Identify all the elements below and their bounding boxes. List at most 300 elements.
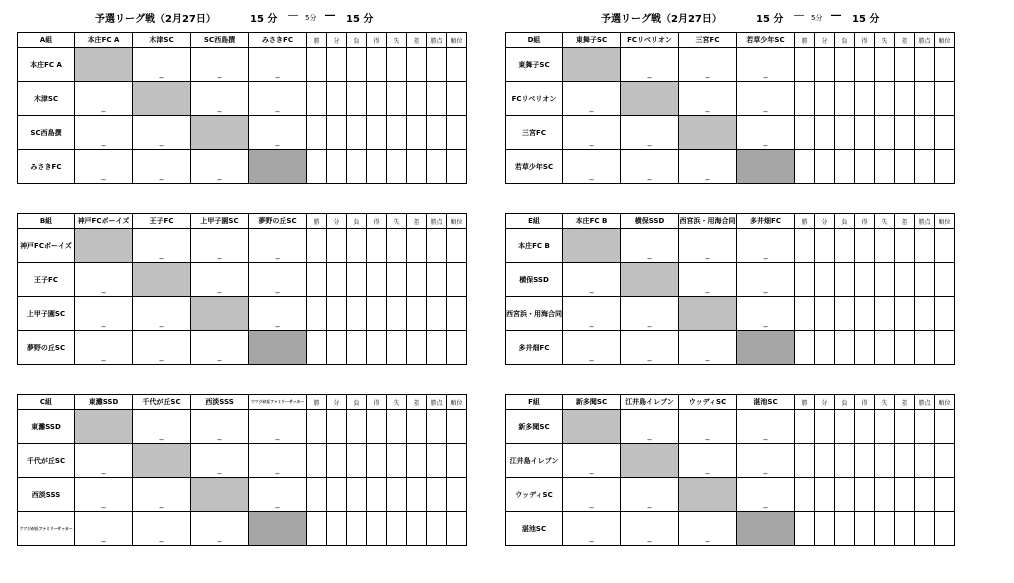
team-row-name: 湛池SC	[506, 512, 563, 546]
match-result-mark: _	[101, 352, 106, 361]
stat-column-header: 差	[895, 33, 915, 48]
stat-cell	[795, 331, 815, 365]
team-row	[506, 82, 955, 116]
match-result-mark: _	[589, 465, 594, 474]
stat-column-header: 得	[855, 33, 875, 48]
stat-cell	[307, 263, 327, 297]
match-cell	[133, 331, 191, 365]
team-column-header: 夢野の丘SC	[249, 214, 307, 229]
stat-cell	[367, 410, 387, 444]
stat-column-header: 得	[367, 395, 387, 410]
stat-cell	[307, 331, 327, 365]
match-cell	[133, 82, 191, 116]
stat-cell	[447, 512, 467, 546]
match-result-mark: _	[159, 318, 164, 327]
stat-cell	[795, 263, 815, 297]
match-result-mark: _	[159, 533, 164, 542]
stat-cell	[835, 297, 855, 331]
match-cell	[563, 297, 621, 331]
stat-cell	[387, 150, 407, 184]
stat-cell	[835, 410, 855, 444]
stat-cell	[875, 82, 895, 116]
header-first-half: 15 分	[250, 14, 278, 25]
stat-cell	[347, 478, 367, 512]
stat-cell	[935, 410, 955, 444]
match-cell	[621, 478, 679, 512]
table-header-row	[18, 33, 467, 48]
match-cell	[679, 150, 737, 184]
stat-cell	[407, 512, 427, 546]
stat-cell	[347, 48, 367, 82]
stat-cell	[855, 512, 875, 546]
team-row	[18, 297, 467, 331]
match-cell	[133, 297, 191, 331]
stat-cell	[835, 263, 855, 297]
match-result-mark: _	[159, 431, 164, 440]
stat-cell	[935, 263, 955, 297]
stat-column-header: 勝点	[427, 214, 447, 229]
team-column-header: 千代が丘SC	[133, 395, 191, 410]
stat-cell	[427, 116, 447, 150]
match-cell	[621, 116, 679, 150]
stat-cell	[875, 263, 895, 297]
stat-cell	[347, 116, 367, 150]
match-result-mark: _	[275, 103, 280, 112]
stat-cell	[327, 297, 347, 331]
match-cell	[737, 150, 795, 184]
stat-column-header: 負	[835, 33, 855, 48]
stat-column-header: 順位	[447, 214, 467, 229]
team-row	[506, 444, 955, 478]
team-column-header: 本庄FC B	[563, 214, 621, 229]
stat-cell	[915, 444, 935, 478]
stat-column-header: 失	[875, 214, 895, 229]
team-row	[18, 82, 467, 116]
match-result-mark: _	[275, 250, 280, 259]
stat-cell	[387, 512, 407, 546]
stat-cell	[407, 410, 427, 444]
stat-column-header: 得	[367, 214, 387, 229]
team-column-header: ウッディSC	[679, 395, 737, 410]
team-row	[18, 478, 467, 512]
team-row-name: みさきFC	[18, 150, 75, 184]
stat-cell	[327, 229, 347, 263]
stat-cell	[835, 512, 855, 546]
header-title: 予選リーグ戦（2月27日）	[95, 14, 216, 25]
stat-cell	[407, 444, 427, 478]
team-row	[18, 512, 467, 546]
stat-cell	[835, 229, 855, 263]
stat-column-header: 勝	[795, 33, 815, 48]
match-result-mark: _	[705, 465, 710, 474]
team-row-name: 若草少年SC	[506, 150, 563, 184]
stat-cell	[815, 229, 835, 263]
match-result-mark: _	[647, 250, 652, 259]
stat-cell	[447, 444, 467, 478]
stat-cell	[895, 410, 915, 444]
league-table-3	[505, 32, 955, 184]
team-row	[506, 297, 955, 331]
match-cell	[679, 410, 737, 444]
stat-cell	[387, 229, 407, 263]
stat-cell	[327, 512, 347, 546]
league-table-2	[17, 394, 467, 546]
match-cell	[191, 116, 249, 150]
match-result-mark: _	[589, 352, 594, 361]
team-row	[18, 263, 467, 297]
stat-cell	[327, 410, 347, 444]
stat-cell	[915, 82, 935, 116]
team-column-header: 西宮浜・用海合同	[679, 214, 737, 229]
match-cell	[679, 48, 737, 82]
stat-column-header: 負	[835, 214, 855, 229]
match-cell	[191, 263, 249, 297]
match-result-mark: _	[217, 250, 222, 259]
stat-cell	[327, 478, 347, 512]
match-cell	[737, 263, 795, 297]
team-row-name: 新多聞SC	[506, 410, 563, 444]
match-cell	[737, 331, 795, 365]
match-cell	[563, 116, 621, 150]
stat-cell	[835, 150, 855, 184]
match-result-mark: _	[589, 171, 594, 180]
match-cell	[75, 150, 133, 184]
match-cell	[621, 150, 679, 184]
stat-cell	[367, 263, 387, 297]
stat-cell	[935, 297, 955, 331]
stat-cell	[367, 512, 387, 546]
stat-cell	[367, 331, 387, 365]
stat-column-header: 分	[327, 33, 347, 48]
stat-cell	[815, 444, 835, 478]
team-column-header: 横保SSD	[621, 214, 679, 229]
team-row	[506, 331, 955, 365]
stat-column-header: 負	[347, 395, 367, 410]
team-column-header: 若草少年SC	[737, 33, 795, 48]
match-cell	[249, 48, 307, 82]
stat-cell	[307, 297, 327, 331]
stat-cell	[407, 48, 427, 82]
stat-cell	[915, 263, 935, 297]
team-column-header: SC西島撰	[191, 33, 249, 48]
stat-column-header: 順位	[447, 33, 467, 48]
match-result-mark: _	[101, 465, 106, 474]
stat-cell	[795, 229, 815, 263]
match-result-mark: _	[217, 103, 222, 112]
stat-cell	[935, 331, 955, 365]
stat-column-header: 差	[407, 33, 427, 48]
team-column-header: 湛池SC	[737, 395, 795, 410]
stat-cell	[895, 116, 915, 150]
match-cell	[191, 512, 249, 546]
stat-cell	[447, 150, 467, 184]
stat-cell	[815, 410, 835, 444]
team-row-name: 木津SC	[18, 82, 75, 116]
stat-cell	[935, 512, 955, 546]
team-column-header: 江井島イレブン	[621, 395, 679, 410]
stat-cell	[895, 150, 915, 184]
match-result-mark: _	[705, 250, 710, 259]
league-table-4	[505, 213, 955, 365]
stat-cell	[367, 297, 387, 331]
stat-cell	[935, 150, 955, 184]
stat-cell	[915, 478, 935, 512]
match-cell	[679, 444, 737, 478]
team-row-name: 西宮浜・用海合同	[506, 297, 563, 331]
team-row	[506, 150, 955, 184]
match-cell	[75, 478, 133, 512]
stat-cell	[387, 478, 407, 512]
match-cell	[133, 444, 191, 478]
stat-cell	[915, 229, 935, 263]
stat-cell	[367, 478, 387, 512]
stat-column-header: 差	[895, 395, 915, 410]
team-column-header: 西淡SSS	[191, 395, 249, 410]
match-result-mark: _	[101, 284, 106, 293]
match-result-mark: _	[275, 137, 280, 146]
stat-cell	[367, 82, 387, 116]
table-header-row	[18, 214, 467, 229]
stat-column-header: 得	[367, 33, 387, 48]
stat-cell	[307, 512, 327, 546]
match-cell	[133, 48, 191, 82]
stat-column-header: 得	[855, 214, 875, 229]
match-cell	[75, 82, 133, 116]
stat-cell	[855, 410, 875, 444]
match-result-mark: _	[705, 171, 710, 180]
match-cell	[249, 82, 307, 116]
match-result-mark: _	[217, 69, 222, 78]
match-cell	[75, 331, 133, 365]
match-result-mark: _	[275, 499, 280, 508]
stat-column-header: 順位	[935, 214, 955, 229]
match-cell	[679, 478, 737, 512]
match-cell	[737, 82, 795, 116]
stat-cell	[407, 150, 427, 184]
match-cell	[563, 331, 621, 365]
stat-cell	[915, 512, 935, 546]
stat-cell	[327, 444, 347, 478]
match-cell	[621, 331, 679, 365]
match-cell	[133, 478, 191, 512]
match-result-mark: _	[589, 284, 594, 293]
stat-cell	[447, 229, 467, 263]
stat-cell	[447, 410, 467, 444]
team-row-name: 本庄FC A	[18, 48, 75, 82]
team-column-header: 王子FC	[133, 214, 191, 229]
team-column-header: 東舞子SC	[563, 33, 621, 48]
stat-cell	[407, 478, 427, 512]
match-result-mark: _	[763, 431, 768, 440]
match-cell	[75, 48, 133, 82]
stat-cell	[307, 229, 327, 263]
stat-cell	[935, 478, 955, 512]
stat-cell	[855, 116, 875, 150]
group-name: F組	[506, 395, 563, 410]
stat-cell	[795, 512, 815, 546]
stat-cell	[875, 410, 895, 444]
stat-cell	[347, 82, 367, 116]
stat-cell	[347, 150, 367, 184]
stat-cell	[835, 48, 855, 82]
match-cell	[75, 444, 133, 478]
stat-cell	[447, 297, 467, 331]
stat-cell	[915, 410, 935, 444]
match-result-mark: _	[275, 284, 280, 293]
team-column-header: 三宮FC	[679, 33, 737, 48]
league-table-0	[17, 32, 467, 184]
match-cell	[191, 478, 249, 512]
match-result-mark: _	[705, 533, 710, 542]
header-title: 予選リーグ戦（2月27日）	[601, 14, 722, 25]
stat-cell	[795, 444, 815, 478]
stat-cell	[427, 444, 447, 478]
stat-cell	[895, 297, 915, 331]
stat-cell	[795, 48, 815, 82]
match-result-mark: _	[101, 103, 106, 112]
stat-column-header: 分	[327, 214, 347, 229]
match-cell	[191, 410, 249, 444]
match-result-mark: _	[589, 533, 594, 542]
table-header-row	[506, 214, 955, 229]
match-cell	[563, 410, 621, 444]
stat-cell	[855, 150, 875, 184]
stat-cell	[387, 331, 407, 365]
match-cell	[737, 229, 795, 263]
stat-column-header: 勝点	[427, 395, 447, 410]
match-cell	[679, 116, 737, 150]
stat-cell	[795, 82, 815, 116]
stat-column-header: 失	[875, 395, 895, 410]
stat-cell	[427, 297, 447, 331]
stat-cell	[895, 263, 915, 297]
header-first-half: 15 分	[756, 14, 784, 25]
match-cell	[75, 410, 133, 444]
match-cell	[191, 48, 249, 82]
match-cell	[249, 478, 307, 512]
team-column-header: 上甲子園SC	[191, 214, 249, 229]
match-result-mark: _	[763, 465, 768, 474]
stat-cell	[307, 82, 327, 116]
match-cell	[737, 48, 795, 82]
stat-cell	[795, 150, 815, 184]
stat-cell	[835, 331, 855, 365]
match-cell	[563, 48, 621, 82]
match-result-mark: _	[275, 465, 280, 474]
stat-cell	[427, 331, 447, 365]
match-cell	[191, 444, 249, 478]
match-result-mark: _	[275, 318, 280, 327]
team-row-name: 本庄FC B	[506, 229, 563, 263]
match-cell	[75, 512, 133, 546]
match-cell	[133, 229, 191, 263]
match-result-mark: _	[217, 533, 222, 542]
stat-cell	[427, 229, 447, 263]
match-cell	[737, 116, 795, 150]
match-cell	[563, 444, 621, 478]
team-row	[18, 150, 467, 184]
stat-cell	[855, 331, 875, 365]
stat-cell	[447, 116, 467, 150]
match-result-mark: _	[647, 352, 652, 361]
match-result-mark: _	[217, 284, 222, 293]
stat-cell	[427, 410, 447, 444]
match-result-mark: _	[589, 103, 594, 112]
stat-column-header: 分	[815, 33, 835, 48]
match-result-mark: _	[705, 103, 710, 112]
team-row	[506, 263, 955, 297]
stat-cell	[427, 48, 447, 82]
stat-cell	[815, 150, 835, 184]
match-result-mark: _	[647, 499, 652, 508]
team-column-header: 神戸FCボーイズ	[75, 214, 133, 229]
match-cell	[563, 229, 621, 263]
team-column-header: 木津SC	[133, 33, 191, 48]
match-result-mark: _	[217, 171, 222, 180]
match-result-mark: _	[217, 431, 222, 440]
stat-cell	[327, 116, 347, 150]
stat-cell	[327, 263, 347, 297]
stat-cell	[915, 150, 935, 184]
stat-column-header: 勝	[307, 395, 327, 410]
match-result-mark: _	[275, 69, 280, 78]
match-result-mark: _	[159, 352, 164, 361]
team-row-name: 神戸FCボーイズ	[18, 229, 75, 263]
match-cell	[679, 297, 737, 331]
stat-cell	[895, 512, 915, 546]
team-column-header: みさきFC	[249, 33, 307, 48]
match-cell	[249, 512, 307, 546]
match-result-mark: _	[763, 499, 768, 508]
stat-cell	[795, 297, 815, 331]
match-cell	[191, 297, 249, 331]
stat-cell	[307, 410, 327, 444]
stat-cell	[895, 229, 915, 263]
table-header-row	[506, 395, 955, 410]
match-result-mark: _	[275, 431, 280, 440]
stat-cell	[815, 116, 835, 150]
stat-cell	[387, 82, 407, 116]
team-row-name: 東舞子SC	[506, 48, 563, 82]
match-cell	[75, 263, 133, 297]
stat-cell	[367, 444, 387, 478]
match-cell	[621, 444, 679, 478]
stat-cell	[427, 512, 447, 546]
stat-cell	[367, 48, 387, 82]
stat-column-header: 勝点	[915, 33, 935, 48]
stat-cell	[387, 410, 407, 444]
match-cell	[621, 82, 679, 116]
header-dash: ―	[325, 10, 335, 21]
stat-cell	[347, 331, 367, 365]
match-result-mark: _	[589, 137, 594, 146]
stat-cell	[815, 297, 835, 331]
match-cell	[737, 512, 795, 546]
stat-cell	[447, 478, 467, 512]
header-separator: ―	[794, 10, 804, 21]
stat-cell	[815, 478, 835, 512]
team-column-header: 多井畑FC	[737, 214, 795, 229]
match-cell	[249, 263, 307, 297]
stat-cell	[895, 82, 915, 116]
header-separator: ―	[288, 10, 298, 21]
stat-cell	[327, 82, 347, 116]
team-row	[506, 512, 955, 546]
group-name: A組	[18, 33, 75, 48]
match-result-mark: _	[589, 318, 594, 327]
match-result-mark: _	[763, 250, 768, 259]
header-interval: 5分	[811, 14, 823, 22]
